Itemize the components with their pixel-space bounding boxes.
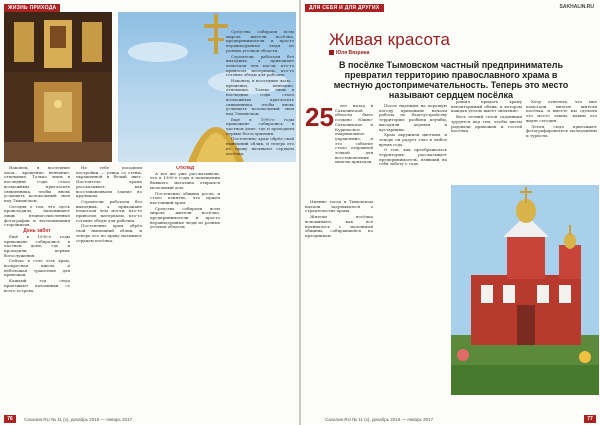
author-marker-icon xyxy=(329,50,334,55)
section-subheading: День забот xyxy=(23,228,51,235)
article-column-2 xyxy=(76,166,142,406)
paragraph: Ещё в 1990-е годы прихожане собирались в частном доме, где и проходили первые богослужения. xyxy=(226,116,294,136)
section-subheading: Отклад xyxy=(175,166,195,171)
paragraph: Строители работали без выходных, а прихожане помогали чем могли: кто-то приносил материалы, кто-то готовил обеды для рабочих. xyxy=(226,53,294,78)
paragraph: Постепенно храм обрёл свой нынешний облик, и теперь его по праву называют сердцем посёлка. xyxy=(226,136,294,156)
page-number: 76 xyxy=(4,415,16,423)
left-page xyxy=(0,0,299,425)
paragraph: Строители работали без выходных, а прихожане помогали чем могли: кто-то приносил материалы, кто-то готовил обеды для рабочих. xyxy=(76,198,142,223)
paragraph: После надежды на хорошую погоду прихожане начали работы по благоустройству территории: разбили клумбы, высадили деревья и кустарники. xyxy=(379,104,447,132)
paragraph: Хочу отметить, что мне помогали многие жители посёлка, и вместе мы сделали это место таким, каким его видят сегодня. xyxy=(526,100,597,123)
article-column-2 xyxy=(379,104,447,406)
section-rubric: ЖИЗНЬ ПРИХОДА xyxy=(4,4,60,12)
paragraph: Средства собирали всем миром: жители посёлка, предприниматели и просто неравнодушные люди из разных уголков области. xyxy=(150,205,220,230)
right-page xyxy=(301,0,600,425)
article-column-3 xyxy=(451,100,597,180)
site-url: SAKHALIN.RU xyxy=(559,4,594,10)
church-interior-photo xyxy=(4,12,112,162)
paragraph: Не тебе посадили постройки — улица со стены, окрашенной в белый цвет. Настоятель храма рассказывает, как восстанавливали здание по крупицам. xyxy=(76,166,142,199)
paragraph: Постепенно храм обрёл свой нынешний облик, и теперь его по праву называют сердцем посёлка. xyxy=(76,223,142,243)
author-name: Юля Вязрина xyxy=(336,50,370,56)
church-exterior-photo xyxy=(451,185,599,395)
drop-cap-number: 25 xyxy=(305,102,334,132)
page-number: 77 xyxy=(584,415,596,423)
paragraph: Наконец, в последние часы… крещение, венчание, отпевание. Только лишь в последние годы стало возможным пригласить священника, чтобы вновь услышать колокольный звон над Тымовском. xyxy=(226,78,294,116)
article-column-1 xyxy=(4,166,70,406)
paragraph: Наконец, в последние часы… крещение, венчание, отпевание. Только лишь в последние годы стало возможным пригласить священника, чтобы вновь услышать колокольный звон над Тымовском. xyxy=(4,166,70,203)
article-column-1b xyxy=(305,200,373,406)
paragraph: О том, как преображалась территория, рассказывает предприниматель, взявший на себя заботу о саде. xyxy=(379,147,447,167)
paragraph: Весь летний сезон садовники трудятся над тем, чтобы цветы радовали прихожан и гостей посёлка. xyxy=(451,114,522,134)
paragraph: лет назад в Сахалинской области было создано Южно-Сахалинское и Курильское епархиальное управление, и это событие стало отправной точкой для восстановления многих приходов. xyxy=(335,104,373,165)
paragraph: Сегодня о том, что здесь происходило, напоминают лишь немногочисленные фотографии и воспоминания старожилов. xyxy=(4,203,70,228)
article-column-1 xyxy=(335,104,373,200)
paragraph: Именно тогда в Тымовском начали задумываться о строительстве храма. xyxy=(305,200,373,214)
paragraph: решил придать храму неповторимый облик, в котором каждая деталь имеет значение. xyxy=(451,100,522,114)
paragraph: Постепенно община росла, и стало понятно, что нужен настоящий храм. xyxy=(150,190,220,205)
page-footer: Сахалин.RU № 11 (x), декабрь 2016 — январь 2017 xyxy=(325,417,434,422)
author-byline xyxy=(329,50,369,56)
paragraph: Средства собирали всем миром: жители посёлка, предприниматели и просто неравнодушные люди из разных уголков области. xyxy=(226,30,294,53)
article-column-4 xyxy=(226,30,294,406)
page-footer: Сахалин.RU № 11 (x), декабрь 2016 — январь 2017 xyxy=(24,417,133,422)
article-column-3 xyxy=(150,166,220,406)
paragraph: Храм окружили цветами, и теперь он радует глаз в любое время года. xyxy=(379,132,447,147)
article-lead: В посёлке Тымовском частный предприниматель превратил территорию православного храма в местную достопримечательность. Теперь это место называют сердцем посёлка xyxy=(333,60,569,100)
article-title: Живая красота xyxy=(329,30,451,49)
paragraph: Сейчас в селе есть храм, воскресная школа и небольшая трапезная для прихожан. xyxy=(4,258,70,278)
paragraph: А все же уже рассказывали, что в 1990-е годы в помещении бывшего магазина открылся молельный дом. xyxy=(150,170,220,190)
paragraph: Ещё в 1990-е годы прихожане собирались в частном доме, где и проходили первые богослужения. xyxy=(4,233,70,258)
paragraph: Жители посёлка вспоминают, как всё начиналось с маленькой общины, собиравшейся по праздникам. xyxy=(305,214,373,238)
paragraph: Каждый год сюда приезжают паломники со всего острова. xyxy=(4,278,70,293)
section-rubric: ДЛЯ СЕБЯ И ДЛЯ ДРУГИХ xyxy=(305,4,384,12)
paragraph: Летом сюда приезжают фотографироваться молодожёны и туристы. xyxy=(526,123,597,138)
